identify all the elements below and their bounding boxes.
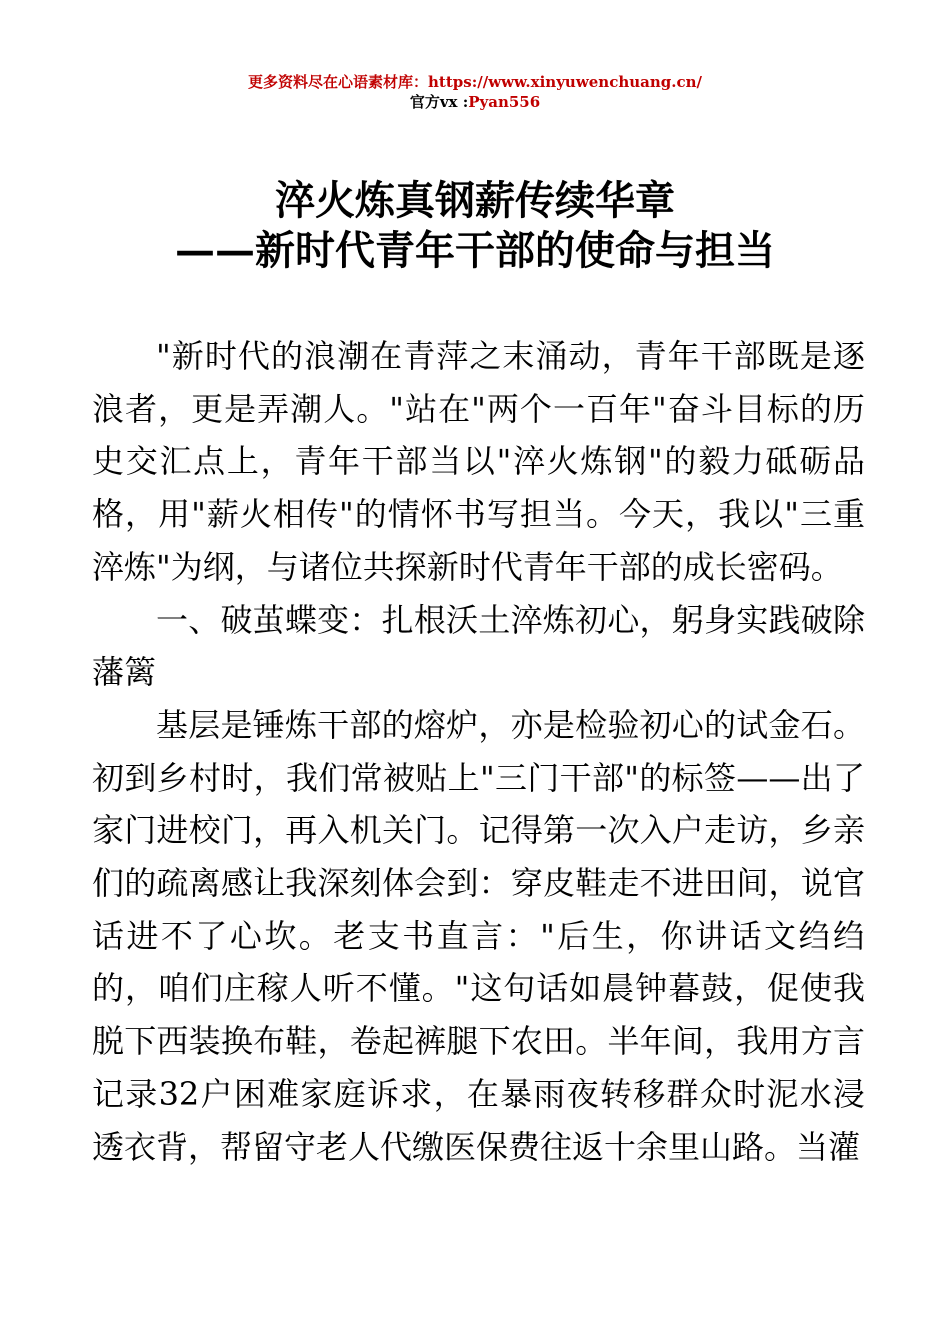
vx-label: 官方vx : bbox=[409, 93, 469, 111]
document-subtitle: ——新时代青年干部的使命与担当 bbox=[175, 227, 775, 274]
resource-link[interactable]: https://www.xinyuwenchuang.cn/ bbox=[428, 73, 702, 91]
resource-label: 更多资料尽在心语素材库： bbox=[248, 73, 429, 91]
section-heading-1: 一、破茧蝶变：扎根沃土淬炼初心，躬身实践破除藩篱 bbox=[92, 600, 865, 692]
body-paragraph-section1: 基层是锤炼干部的熔炉，亦是检验初心的试金石。初到乡村时，我们常被贴上"三门干部"的标签——出了家门进校门，再入机关门。记得第一次入户走访，乡亲们的疏离感让我深刻体会到：穿皮鞋走不进田间，说官话进不了心坎。老支书直言："后生，你讲话文绉绉的，咱们庄稼人听不懂。"这句话如晨钟暮鼓，促使我脱下西装换布鞋，卷起裤腿下农田。半年间，我用方言记录32户困难家庭诉求，在暴雨夜转移群众时泥水浸透衣背，帮留守老人代缴医保费往返十余里山路。当灌 bbox=[92, 705, 865, 1166]
vx-id: Pyan556 bbox=[468, 93, 541, 111]
document-title: 淬火炼真钢薪传续华章 bbox=[275, 177, 675, 224]
resource-banner bbox=[0, 72, 950, 92]
vx-banner bbox=[0, 92, 950, 112]
document-body bbox=[92, 330, 865, 1173]
body-paragraph-intro: "新时代的浪潮在青萍之末涌动，青年干部既是逐浪者，更是弄潮人。"站在"两个一百年"奋斗目标的历史交汇点上，青年干部当以"淬火炼钢"的毅力砥砺品格，用"薪火相传"的情怀书写担当。今天，我以"三重淬炼"为纲，与诸位共探新时代青年干部的成长密码。 bbox=[92, 337, 865, 586]
